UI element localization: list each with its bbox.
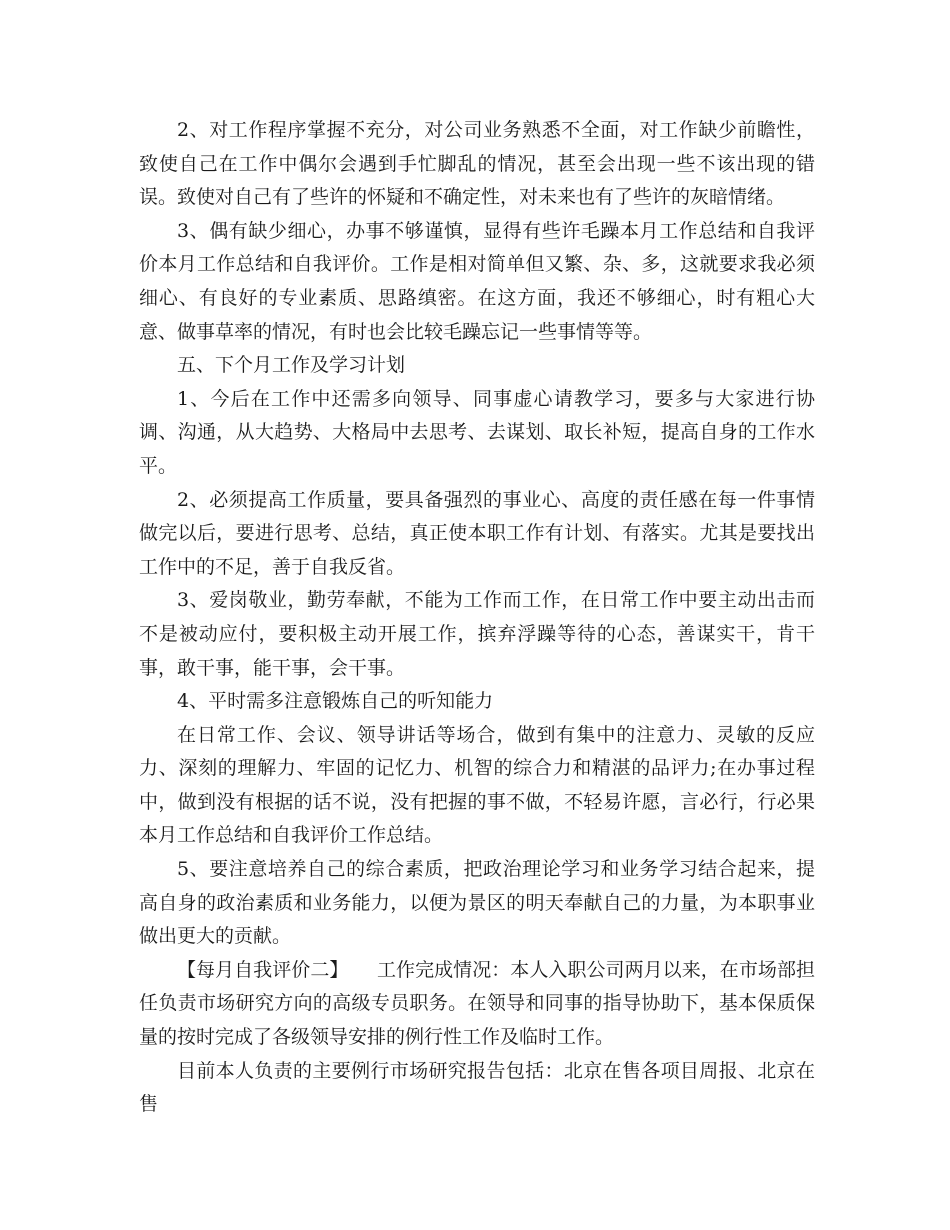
paragraph-plan-1: 1、今后在工作中还需多向领导、同事虚心请教学习，要多与大家进行协调、沟通，从大趋势、大格局中去思考、去谋划、取长补短，提高自身的工作水平。 [139, 387, 815, 477]
section-heading-next-month-plan: 五、下个月工作及学习计划 [177, 354, 406, 377]
paragraph-plan-5: 5、要注意培养自己的综合素质，把政治理论学习和业务学习结合起来，提高自身的政治素质和业务能力，以便为景区的明天奉献自己的力量，为本职事业做出更大的贡献。 [139, 858, 815, 948]
document-page [139, 114, 815, 1122]
paragraph-plan-4-heading: 4、平时需多注意锻炼自己的听知能力 [177, 690, 494, 713]
paragraph-self-evaluation-2: 【每月自我评价二】 工作完成情况：本人入职公司两月以来，在市场部担任负责市场研究方向的高级专员职务。在领导和同事的指导协助下，基本保质保量的按时完成了各级领导安排的例行性工作及临时工作。 [139, 958, 815, 1049]
paragraph-issue-2: 2、对工作程序掌握不充分，对公司业务熟悉不全面，对工作缺少前瞻性，致使自己在工作中偶尔会遇到手忙脚乱的情况，甚至会出现一些不该出现的错误。致使对自己有了些许的怀疑和不确定性，对未来也有了些许的灰暗情绪。 [139, 119, 815, 209]
paragraph-plan-2: 2、必须提高工作质量，要具备强烈的事业心、高度的责任感在每一件事情做完以后，要进行思考、总结，真正使本职工作有计划、有落实。尤其是要找出工作中的不足，善于自我反省。 [139, 488, 815, 578]
paragraph-reports: 目前本人负责的主要例行市场研究报告包括：北京在售各项目周报、北京在售 [139, 1059, 815, 1116]
paragraph-plan-4-body: 在日常工作、会议、领导讲话等场合，做到有集中的注意力、灵敏的反应力、深刻的理解力、牢固的记忆力、机智的综合力和精湛的品评力;在办事过程中，做到没有根据的话不说，没有把握的事不做，不轻易许愿，言必行，行必果本月工作总结和自我评价工作总结。 [139, 723, 815, 847]
paragraph-issue-3: 3、偶有缺少细心，办事不够谨慎，显得有些许毛躁本月工作总结和自我评价本月工作总结和自我评价。工作是相对简单但又繁、杂、多，这就要求我必须细心、有良好的专业素质、思路缜密。在这方面，我还不够细心，时有粗心大意、做事草率的情况，有时也会比较毛躁忘记一些事情等等。 [139, 219, 815, 343]
paragraph-plan-3: 3、爱岗敬业，勤劳奉献，不能为工作而工作，在日常工作中要主动出击而不是被动应付，要积极主动开展工作，摈弃浮躁等待的心态，善谋实干，肯干事，敢干事，能干事，会干事。 [139, 589, 815, 679]
